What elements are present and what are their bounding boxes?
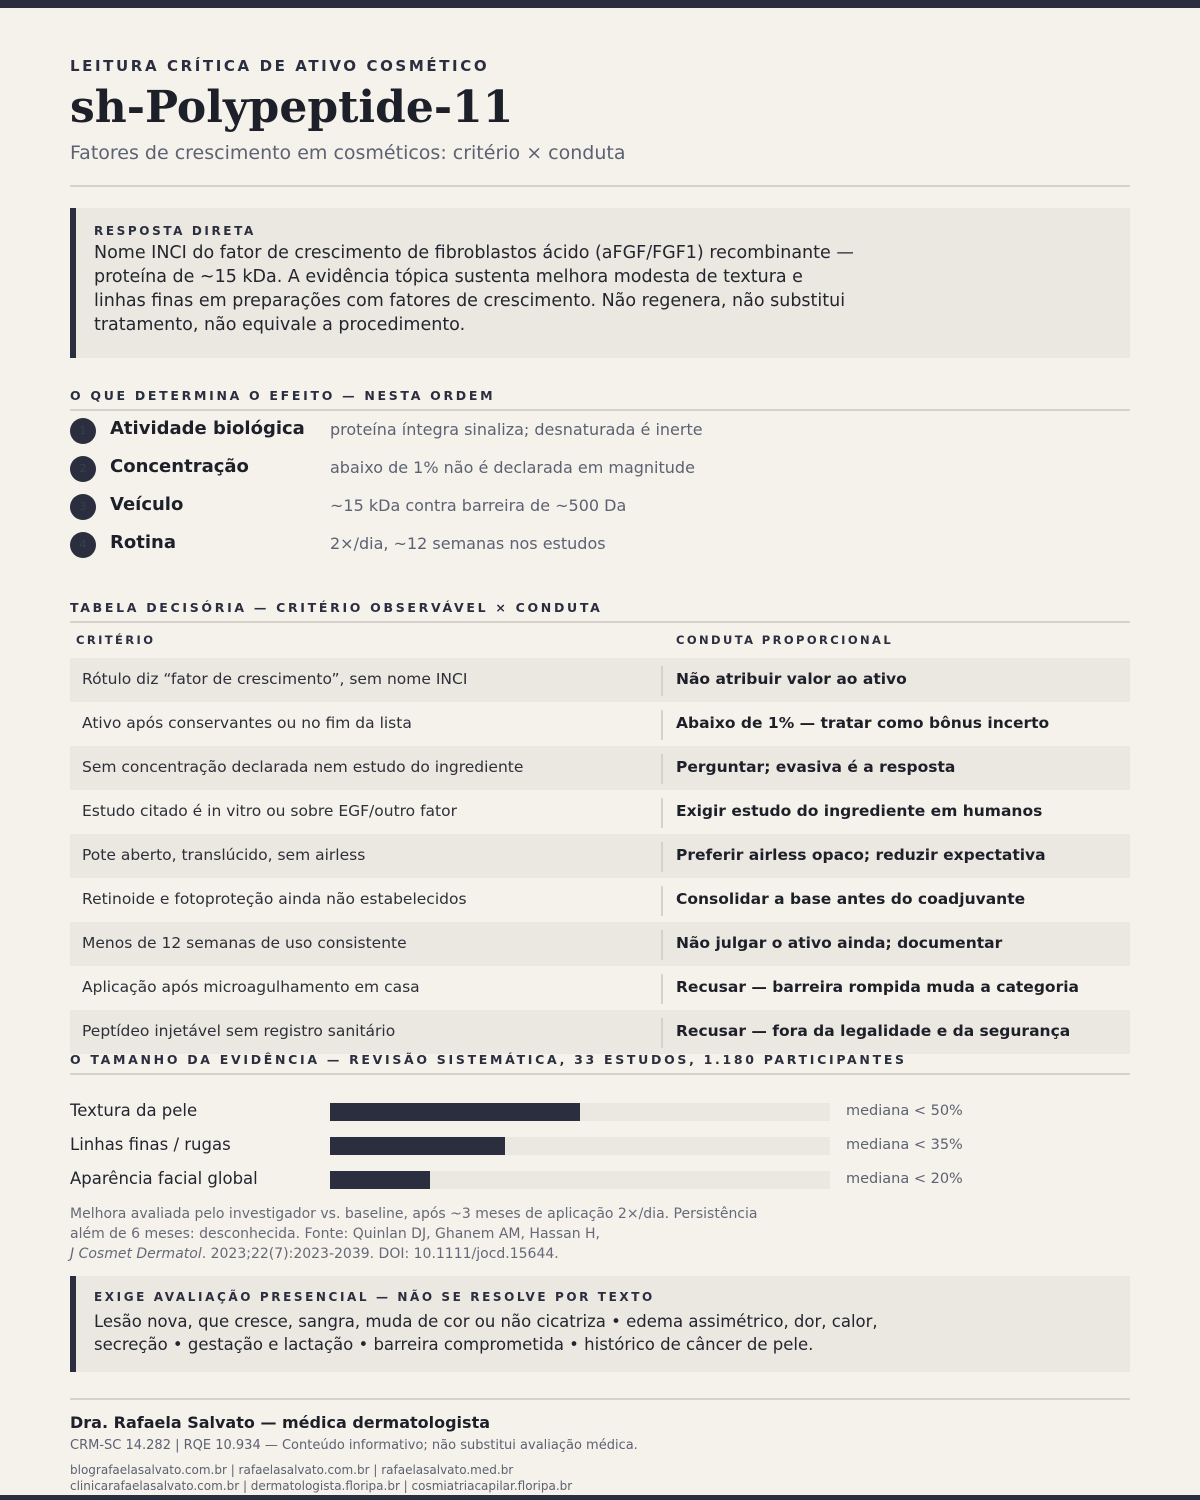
factor-number-badge: 3	[70, 494, 96, 520]
factor-name: Rotina	[110, 532, 176, 553]
criterion-cell: Sem concentração declarada nem estudo do ingrediente	[82, 758, 524, 776]
table-row	[70, 790, 1130, 834]
table-row	[70, 922, 1130, 966]
cell-divider	[661, 754, 663, 784]
evidence-bar-track	[330, 1171, 830, 1189]
action-cell: Perguntar; evasiva é a resposta	[676, 758, 956, 776]
criterion-cell: Pote aberto, translúcido, sem airless	[82, 846, 366, 864]
evidence-bar-label: Aparência facial global	[70, 1169, 258, 1188]
factor-item	[70, 530, 1130, 560]
cell-divider	[661, 666, 663, 696]
action-cell: Não atribuir valor ao ativo	[676, 670, 907, 688]
criterion-cell: Rótulo diz “fator de crescimento”, sem nome INCI	[82, 670, 468, 688]
author-name: Dra. Rafaela Salvato — médica dermatologista	[70, 1413, 491, 1432]
footer-divider	[70, 1398, 1130, 1400]
page-subtitle: Fatores de crescimento em cosméticos: critério × conduta	[70, 142, 626, 164]
table-row	[70, 966, 1130, 1010]
factor-item	[70, 492, 1130, 522]
action-cell: Consolidar a base antes do coadjuvante	[676, 890, 1026, 908]
factor-item	[70, 416, 1130, 446]
factor-description: 2×/dia, ~12 semanas nos estudos	[330, 534, 606, 553]
action-cell: Recusar — barreira rompida muda a categoria	[676, 978, 1079, 996]
footnote-journal: J Cosmet Dermatol	[70, 1246, 202, 1262]
cell-divider	[661, 974, 663, 1004]
in-person-label: EXIGE AVALIAÇÃO PRESENCIAL — NÃO SE RESOLVE POR TEXTO	[94, 1290, 655, 1304]
evidence-bar-value: mediana < 35%	[846, 1137, 963, 1153]
page-title: sh-Polypeptide-11	[70, 82, 514, 133]
factor-description: proteína íntegra sinaliza; desnaturada é inerte	[330, 420, 703, 439]
footer-links-line-2: clinicarafaelasalvato.com.br | dermatologista.floripa.br | cosmiatriacapilar.floripa.br	[70, 1479, 573, 1493]
evidence-bar-fill	[330, 1171, 430, 1189]
footer-links	[70, 1462, 572, 1494]
criterion-cell: Ativo após conservantes ou no fim da lista	[82, 714, 412, 732]
top-accent-bar	[0, 0, 1200, 8]
evidence-heading: O TAMANHO DA EVIDÊNCIA — REVISÃO SISTEMÁTICA, 33 ESTUDOS, 1.180 PARTICIPANTES	[70, 1052, 907, 1067]
cell-divider	[661, 1018, 663, 1048]
factor-number-badge: 4	[70, 532, 96, 558]
action-cell: Abaixo de 1% — tratar como bônus incerto	[676, 714, 1050, 732]
table-row	[70, 746, 1130, 790]
direct-answer-text: Nome INCI do fator de crescimento de fibroblastos ácido (aFGF/FGF1) recombinante — proteína de ~15 kDa. A evidência tópica sustenta melhora modesta de textura e linhas finas em preparações com fatores de crescimento. Não regenera, não substitui tratamento, não equivale a procedimento.	[94, 243, 854, 335]
criterion-cell: Peptídeo injetável sem registro sanitário	[82, 1022, 396, 1040]
footnote-citation: . 2023;22(7):2023-2039. DOI: 10.1111/jocd.15644.	[201, 1246, 559, 1262]
eyebrow-label: LEITURA CRÍTICA DE ATIVO COSMÉTICO	[70, 57, 490, 75]
direct-answer-label: RESPOSTA DIRETA	[94, 224, 256, 238]
cell-divider	[661, 798, 663, 828]
table-row	[70, 834, 1130, 878]
evidence-bar-track	[330, 1137, 830, 1155]
criterion-cell: Retinoide e fotoproteção ainda não estabelecidos	[82, 890, 467, 908]
header-divider	[70, 185, 1130, 187]
footer-links-line-1: blografaelasalvato.com.br | rafaelasalvato.com.br | rafaelasalvato.med.br	[70, 1463, 514, 1477]
direct-answer-callout	[70, 208, 1130, 358]
criterion-cell: Aplicação após microagulhamento em casa	[82, 978, 420, 996]
evidence-bar-row	[70, 1100, 1130, 1124]
author-credentials: CRM-SC 14.282 | RQE 10.934 — Conteúdo informativo; não substitui avaliação médica.	[70, 1438, 638, 1453]
in-person-text: Lesão nova, que cresce, sangra, muda de cor ou não cicatriza • edema assimétrico, dor, calor, secreção • gestação e lactação • barreira comprometida • histórico de câncer de pele.	[94, 1312, 878, 1354]
table-row	[70, 702, 1130, 746]
evidence-bar-row	[70, 1168, 1130, 1192]
column-header-criterion: CRITÉRIO	[76, 633, 156, 647]
factors-divider	[70, 409, 1130, 411]
factor-description: abaixo de 1% não é declarada em magnitude	[330, 458, 695, 477]
cell-divider	[661, 886, 663, 916]
factor-name: Concentração	[110, 456, 249, 477]
evidence-bar-value: mediana < 50%	[846, 1103, 963, 1119]
bottom-accent-bar	[0, 1495, 1200, 1500]
factors-heading: O QUE DETERMINA O EFEITO — NESTA ORDEM	[70, 388, 496, 403]
evidence-bar-fill	[330, 1137, 505, 1155]
footnote-text: Melhora avaliada pelo investigador vs. baseline, após ~3 meses de aplicação 2×/dia. Persistência além de 6 meses: desconhecida. Fonte: Quinlan DJ, Ghanem AM, Hassan H,	[70, 1206, 758, 1242]
evidence-footnote	[70, 1204, 770, 1264]
factor-item	[70, 454, 1130, 484]
in-person-callout	[70, 1276, 1130, 1372]
cell-divider	[661, 710, 663, 740]
evidence-divider	[70, 1073, 1130, 1075]
criterion-cell: Menos de 12 semanas de uso consistente	[82, 934, 407, 952]
evidence-bar-label: Textura da pele	[70, 1101, 198, 1120]
factor-name: Atividade biológica	[110, 418, 305, 439]
factor-name: Veículo	[110, 494, 184, 515]
evidence-bar-fill	[330, 1103, 580, 1121]
factor-number-badge: 1	[70, 418, 96, 444]
evidence-bar-track	[330, 1103, 830, 1121]
evidence-bar-value: mediana < 20%	[846, 1171, 963, 1187]
column-header-action: CONDUTA PROPORCIONAL	[676, 633, 894, 647]
action-cell: Preferir airless opaco; reduzir expectativa	[676, 846, 1046, 864]
cell-divider	[661, 930, 663, 960]
table-row	[70, 658, 1130, 702]
table-row	[70, 1010, 1130, 1054]
evidence-bar-label: Linhas finas / rugas	[70, 1135, 231, 1154]
evidence-bar-row	[70, 1134, 1130, 1158]
action-cell: Recusar — fora da legalidade e da segurança	[676, 1022, 1071, 1040]
factor-number-badge: 2	[70, 456, 96, 482]
decision-table-divider	[70, 621, 1130, 623]
cell-divider	[661, 842, 663, 872]
action-cell: Não julgar o ativo ainda; documentar	[676, 934, 1003, 952]
factor-description: ~15 kDa contra barreira de ~500 Da	[330, 496, 627, 515]
decision-table-heading: TABELA DECISÓRIA — CRITÉRIO OBSERVÁVEL × CONDUTA	[70, 600, 603, 615]
table-row	[70, 878, 1130, 922]
criterion-cell: Estudo citado é in vitro ou sobre EGF/outro fator	[82, 802, 457, 820]
action-cell: Exigir estudo do ingrediente em humanos	[676, 802, 1043, 820]
